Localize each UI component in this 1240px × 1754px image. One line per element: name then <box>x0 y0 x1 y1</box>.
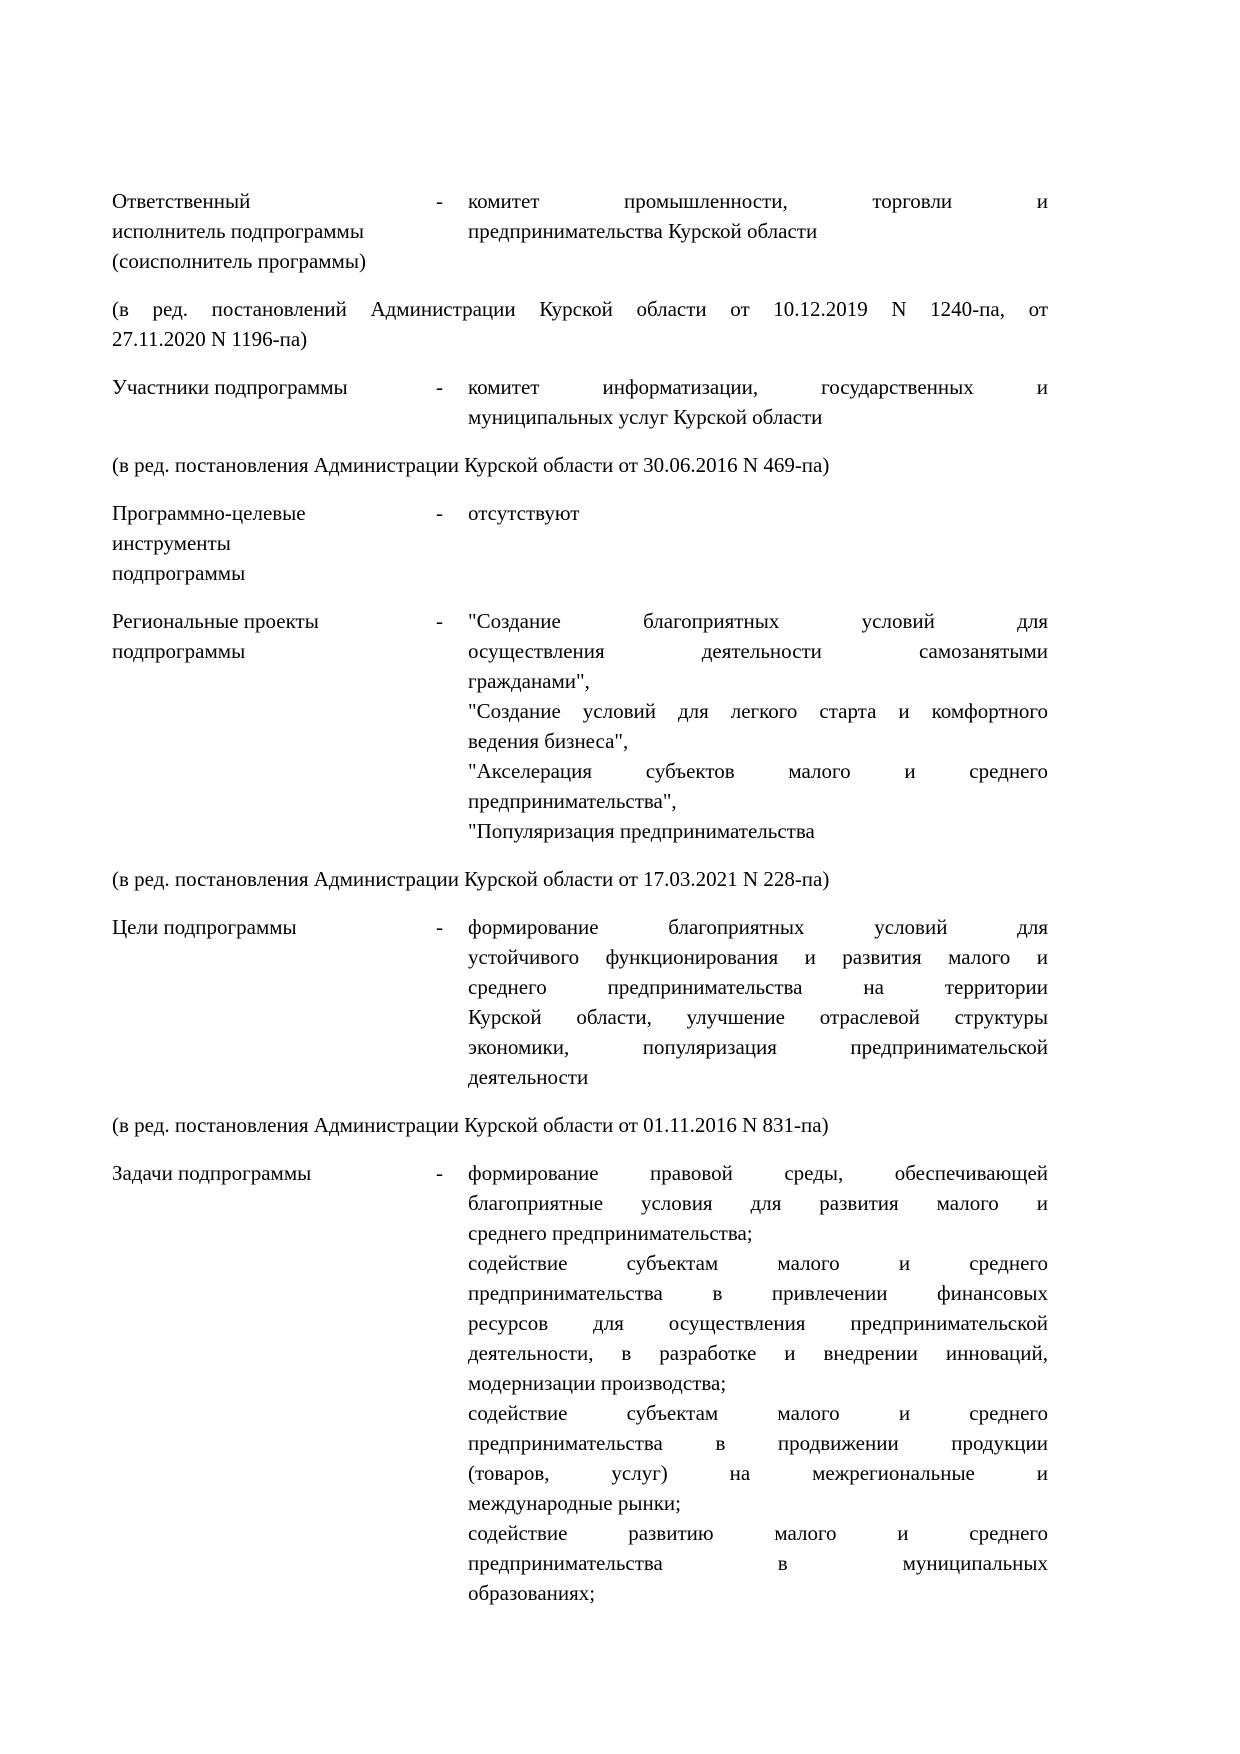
field-row-participants <box>112 372 1048 432</box>
amendment-line: (в ред. постановлений Администрации Курской области от 10.12.2019 N 1240-па, от <box>112 297 1048 321</box>
field-row-responsible-executor <box>112 186 1048 276</box>
field-row-tasks <box>112 1158 1048 1608</box>
value-line: деятельности <box>468 1065 589 1089</box>
dash-separator: - <box>436 1161 443 1185</box>
dash-separator: - <box>436 501 443 525</box>
field-value-goals <box>468 912 1048 1092</box>
label-line: Цели подпрограммы <box>112 915 297 939</box>
field-row-program-target-instruments <box>112 498 1048 588</box>
label-line: подпрограммы <box>112 561 246 585</box>
field-label-responsible <box>112 186 410 276</box>
amendment-line: 27.11.2020 N 1196-па) <box>112 327 308 351</box>
label-line: инструменты <box>112 531 231 555</box>
label-line: подпрограммы <box>112 639 246 663</box>
value-line: "Акселерация субъектов малого и среднего <box>468 759 1048 783</box>
value-line: деятельности, в разработке и внедрении инноваций, <box>468 1341 1048 1365</box>
field-value-projects <box>468 606 1048 846</box>
amendment-note-1 <box>112 294 1048 354</box>
value-line: ресурсов для осуществления предпринимательской <box>468 1311 1048 1335</box>
value-line: среднего предпринимательства на территории <box>468 975 1048 999</box>
field-label-projects <box>112 606 410 666</box>
field-value-responsible <box>468 186 1048 246</box>
label-line: Региональные проекты <box>112 609 319 633</box>
value-line: предпринимательства в продвижении продукции <box>468 1431 1048 1455</box>
value-line: формирование благоприятных условий для <box>468 915 1048 939</box>
value-line: комитет промышленности, торговли и <box>468 189 1048 213</box>
amendment-line: (в ред. постановления Администрации Курской области от 17.03.2021 N 228-па) <box>112 867 830 891</box>
field-row-regional-projects <box>112 606 1048 846</box>
value-line: предпринимательства Курской области <box>468 219 818 243</box>
field-label-instruments <box>112 498 410 588</box>
value-line: (товаров, услуг) на межрегиональные и <box>468 1461 1048 1485</box>
value-line: образованиях; <box>468 1581 596 1605</box>
value-line: среднего предпринимательства; <box>468 1221 753 1245</box>
value-line: предпринимательства в муниципальных <box>468 1551 1048 1575</box>
label-line: Участники подпрограммы <box>112 375 348 399</box>
value-line: муниципальных услуг Курской области <box>468 405 823 429</box>
value-line: "Создание условий для легкого старта и комфортного <box>468 699 1048 723</box>
value-line: комитет информатизации, государственных и <box>468 375 1048 399</box>
value-line: отсутствуют <box>468 501 580 525</box>
field-label-tasks <box>112 1158 410 1188</box>
label-line: Программно-целевые <box>112 501 306 525</box>
value-line: устойчивого функционирования и развития малого и <box>468 945 1048 969</box>
value-line: содействие развитию малого и среднего <box>468 1521 1048 1545</box>
value-line: формирование правовой среды, обеспечивающей <box>468 1161 1048 1185</box>
field-value-tasks <box>468 1158 1048 1608</box>
passport-table <box>112 186 1048 1626</box>
value-line: осуществления деятельности самозанятыми <box>468 639 1048 663</box>
amendment-note-4 <box>112 1110 1048 1140</box>
value-line: международные рынки; <box>468 1491 681 1515</box>
dash-separator: - <box>436 915 443 939</box>
value-line: "Популяризация предпринимательства <box>468 819 815 843</box>
value-line: экономики, популяризация предпринимательской <box>468 1035 1048 1059</box>
label-line: Задачи подпрограммы <box>112 1161 312 1185</box>
value-line: "Создание благоприятных условий для <box>468 609 1048 633</box>
label-line: (соисполнитель программы) <box>112 249 366 273</box>
field-value-instruments <box>468 498 1048 528</box>
amendment-note-3 <box>112 864 1048 894</box>
value-line: модернизации производства; <box>468 1371 727 1395</box>
field-value-participants <box>468 372 1048 432</box>
label-line: Ответственный <box>112 189 251 213</box>
dash-separator: - <box>436 189 443 213</box>
value-line: содействие субъектам малого и среднего <box>468 1251 1048 1275</box>
field-label-participants <box>112 372 410 402</box>
value-line: гражданами", <box>468 669 590 693</box>
amendment-note-2 <box>112 450 1048 480</box>
dash-separator: - <box>436 375 443 399</box>
value-line: содействие субъектам малого и среднего <box>468 1401 1048 1425</box>
label-line: исполнитель подпрограммы <box>112 219 364 243</box>
field-row-goals <box>112 912 1048 1092</box>
value-line: предпринимательства", <box>468 789 677 813</box>
amendment-line: (в ред. постановления Администрации Курской области от 01.11.2016 N 831-па) <box>112 1113 829 1137</box>
value-line: ведения бизнеса", <box>468 729 629 753</box>
value-line: предпринимательства в привлечении финансовых <box>468 1281 1048 1305</box>
value-line: Курской области, улучшение отраслевой структуры <box>468 1005 1048 1029</box>
dash-separator: - <box>436 609 443 633</box>
field-label-goals <box>112 912 410 942</box>
amendment-line: (в ред. постановления Администрации Курской области от 30.06.2016 N 469-па) <box>112 453 830 477</box>
value-line: благоприятные условия для развития малого и <box>468 1191 1048 1215</box>
